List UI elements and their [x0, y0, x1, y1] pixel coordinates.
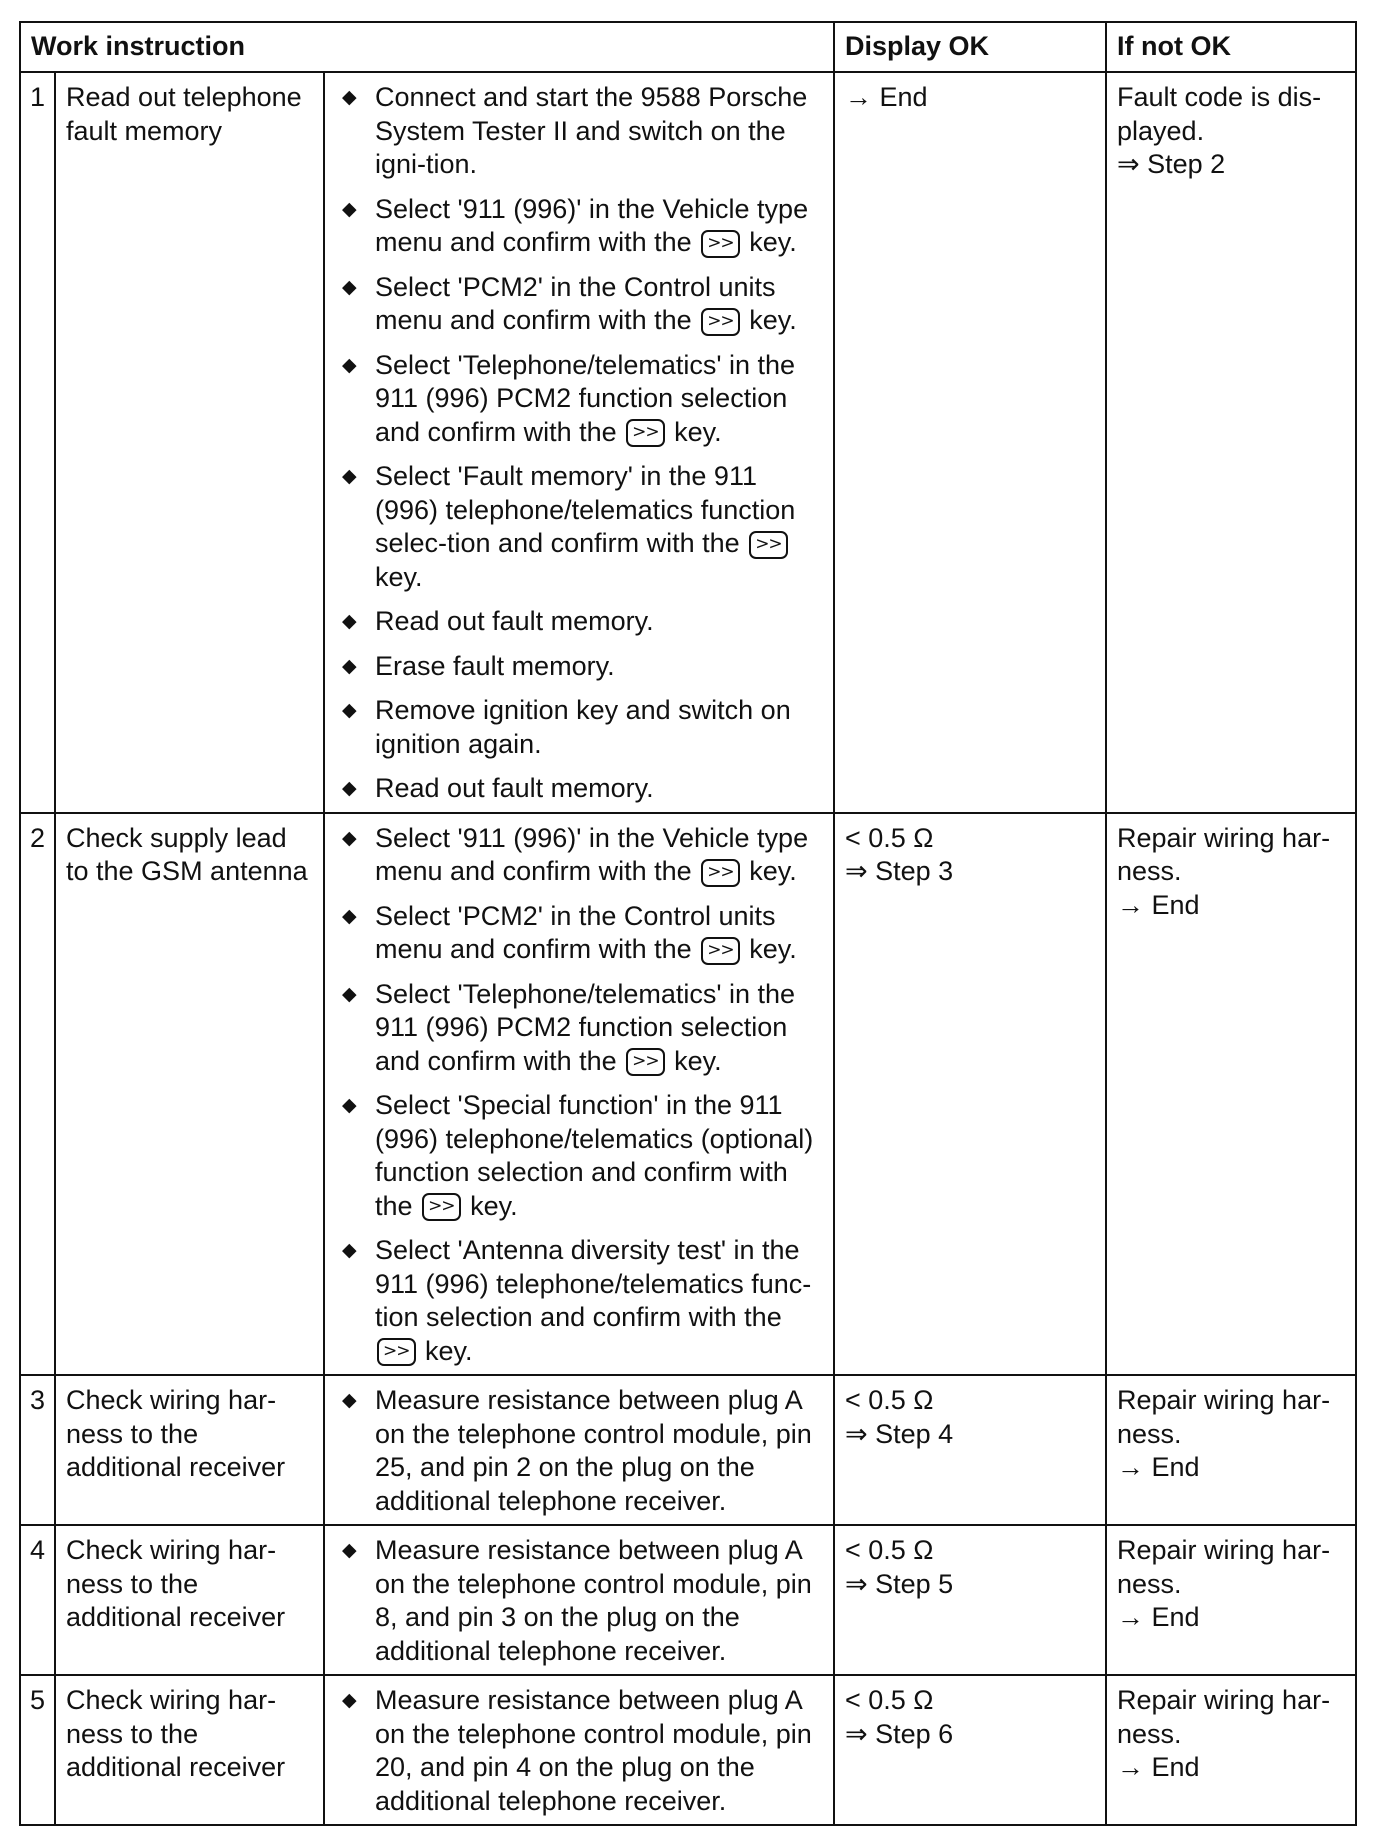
diamond-bullet-icon: ◆	[342, 827, 357, 849]
step-number: 5	[20, 1675, 55, 1825]
if-not-ok-line: Repair wiring har-ness.	[1117, 1385, 1331, 1449]
step-instructions	[324, 72, 834, 813]
diamond-bullet-icon: ◆	[342, 700, 357, 721]
step-instructions	[324, 813, 834, 1376]
forward-key-icon: >>	[701, 230, 740, 258]
diamond-bullet-icon: ◆	[342, 655, 357, 677]
instruction-suffix: key.	[470, 1190, 518, 1221]
table-row	[20, 1675, 1356, 1825]
table-row	[20, 72, 1356, 813]
instruction-item	[331, 349, 825, 450]
diamond-bullet-icon: ◆	[342, 1390, 357, 1411]
instruction-text: Select 'Telephone/telematics' in the 911 (996) PCM2 function selection and confirm with the	[375, 978, 796, 1076]
display-ok-cell	[834, 1375, 1106, 1525]
forward-key-icon: >>	[422, 1193, 461, 1221]
instruction-list	[331, 822, 825, 1369]
step-title: Check wiring har-ness to the additional receiver	[55, 1675, 324, 1825]
instruction-item	[331, 650, 825, 684]
instruction-suffix: key.	[749, 305, 797, 335]
instruction-item	[331, 81, 825, 182]
instruction-text: Select 'Special function' in the 911 (996) telephone/telematics (optional) function selection and confirm with the	[375, 1090, 814, 1221]
instruction-text: Select 'PCM2' in the Control units menu and confirm with the	[375, 271, 776, 335]
instruction-item	[331, 978, 825, 1079]
instruction-text: Measure resistance between plug A on the telephone control module, pin 25, and pin 2 on the plug on the additional telephone receiver.	[375, 1385, 812, 1516]
instruction-text: Remove ignition key and switch on ignition again.	[375, 695, 791, 759]
step-instructions	[324, 1675, 834, 1825]
instruction-item	[331, 1234, 825, 1368]
step-title: Read out telephone fault memory	[55, 72, 324, 813]
instruction-suffix: key.	[749, 227, 797, 257]
diamond-bullet-icon: ◆	[342, 1540, 357, 1561]
display-ok-cell	[834, 813, 1106, 1376]
if-not-ok-cell	[1106, 813, 1356, 1376]
diamond-bullet-icon: ◆	[342, 198, 357, 220]
forward-key-icon: >>	[701, 937, 740, 965]
if-not-ok-line: Repair wiring har-ness.	[1117, 822, 1331, 886]
work-instruction-table	[19, 21, 1357, 1826]
instruction-list	[331, 1684, 825, 1818]
step-title: Check wiring har-ness to the additional receiver	[55, 1525, 324, 1675]
if-not-ok-line: Repair wiring har-ness.	[1117, 1535, 1331, 1599]
step-number: 3	[20, 1375, 55, 1525]
display-ok-cell	[834, 1675, 1106, 1825]
diamond-bullet-icon: ◆	[342, 983, 357, 1005]
if-not-ok-line: → End	[1117, 889, 1200, 920]
diamond-bullet-icon: ◆	[342, 466, 357, 487]
instruction-text: Measure resistance between plug A on the telephone control module, pin 8, and pin 3 on the plug on the additional telephone receiver.	[375, 1535, 812, 1666]
instruction-item	[331, 193, 825, 260]
display-ok-line: → End	[845, 82, 928, 112]
instruction-text: Measure resistance between plug A on the telephone control module, pin 20, and pin 4 on the plug on the additional telephone receiver.	[375, 1685, 812, 1816]
forward-key-icon: >>	[626, 1048, 665, 1076]
if-not-ok-line: Repair wiring har-ness.	[1117, 1685, 1331, 1749]
instruction-text: Select 'Antenna diversity test' in the 911 (996) telephone/telematics func-tion selection and confirm with the	[375, 1235, 812, 1332]
step-number: 1	[20, 72, 55, 813]
instruction-item	[331, 271, 825, 338]
display-ok-line: < 0.5 Ω	[845, 1385, 934, 1415]
table-row	[20, 1375, 1356, 1525]
instruction-text: Select '911 (996)' in the Vehicle type menu and confirm with the	[375, 193, 809, 257]
if-not-ok-line: → End	[1117, 1752, 1200, 1782]
step-title: Check supply lead to the GSM antenna	[55, 813, 324, 1376]
instruction-suffix: key.	[749, 856, 797, 886]
display-ok-line: ⇒ Step 3	[845, 856, 954, 886]
diamond-bullet-icon: ◆	[342, 1240, 357, 1261]
header-work-instruction: Work instruction	[20, 22, 834, 72]
diamond-bullet-icon: ◆	[342, 611, 357, 632]
instruction-item	[331, 605, 825, 639]
header-if-not-ok: If not OK	[1106, 22, 1356, 72]
if-not-ok-line: → End	[1117, 1602, 1200, 1632]
instruction-item	[331, 1384, 825, 1518]
step-instructions	[324, 1375, 834, 1525]
instruction-item	[331, 900, 825, 967]
step-number: 2	[20, 813, 55, 1376]
instruction-item	[331, 772, 825, 806]
diamond-bullet-icon: ◆	[342, 87, 357, 108]
instruction-item	[331, 1684, 825, 1818]
if-not-ok-cell	[1106, 1675, 1356, 1825]
instruction-list	[331, 1384, 825, 1518]
if-not-ok-line: Fault code is dis-played.	[1117, 82, 1322, 146]
if-not-ok-line: ⇒ Step 2	[1117, 149, 1226, 179]
table-row	[20, 813, 1356, 1376]
instruction-list	[331, 81, 825, 806]
forward-key-icon: >>	[701, 859, 740, 887]
instruction-suffix: key.	[674, 416, 722, 447]
instruction-text: Select 'Telephone/telematics' in the 911 (996) PCM2 function selection and confirm with the	[375, 349, 796, 447]
instruction-suffix: key.	[375, 561, 423, 592]
diamond-bullet-icon: ◆	[342, 905, 357, 927]
instruction-text: Connect and start the 9588 Porsche System Tester II and switch on the igni-tion.	[375, 82, 808, 179]
instruction-suffix: key.	[749, 934, 797, 964]
instruction-text: Erase fault memory.	[375, 650, 615, 681]
if-not-ok-cell	[1106, 1525, 1356, 1675]
instruction-item	[331, 1089, 825, 1223]
instruction-suffix: key.	[425, 1335, 473, 1366]
instruction-item	[331, 460, 825, 594]
step-instructions	[324, 1525, 834, 1675]
display-ok-line: < 0.5 Ω	[845, 1685, 934, 1715]
instruction-item	[331, 822, 825, 889]
diamond-bullet-icon: ◆	[342, 1690, 357, 1711]
step-number: 4	[20, 1525, 55, 1675]
diamond-bullet-icon: ◆	[342, 778, 357, 799]
diamond-bullet-icon: ◆	[342, 354, 357, 376]
instruction-text: Read out fault memory.	[375, 773, 654, 803]
if-not-ok-line: → End	[1117, 1452, 1200, 1482]
step-title: Check wiring har-ness to the additional receiver	[55, 1375, 324, 1525]
diamond-bullet-icon: ◆	[342, 276, 357, 298]
diamond-bullet-icon: ◆	[342, 1095, 357, 1116]
display-ok-line: < 0.5 Ω	[845, 822, 934, 853]
display-ok-line: < 0.5 Ω	[845, 1535, 934, 1565]
forward-key-icon: >>	[377, 1338, 416, 1366]
display-ok-cell	[834, 72, 1106, 813]
if-not-ok-cell	[1106, 1375, 1356, 1525]
forward-key-icon: >>	[626, 419, 665, 447]
header-display-ok: Display OK	[834, 22, 1106, 72]
instruction-text: Read out fault memory.	[375, 606, 654, 636]
instruction-item	[331, 1534, 825, 1668]
forward-key-icon: >>	[701, 308, 740, 336]
forward-key-icon: >>	[749, 531, 788, 559]
instruction-item	[331, 694, 825, 761]
table-row	[20, 1525, 1356, 1675]
instruction-text: Select '911 (996)' in the Vehicle type menu and confirm with the	[375, 822, 809, 886]
header-row	[20, 22, 1356, 72]
instruction-list	[331, 1534, 825, 1668]
display-ok-line: ⇒ Step 5	[845, 1568, 954, 1599]
display-ok-line: ⇒ Step 4	[845, 1418, 954, 1449]
display-ok-cell	[834, 1525, 1106, 1675]
if-not-ok-cell	[1106, 72, 1356, 813]
instruction-text: Select 'PCM2' in the Control units menu and confirm with the	[375, 900, 776, 964]
instruction-suffix: key.	[674, 1045, 722, 1076]
instruction-text: Select 'Fault memory' in the 911 (996) telephone/telematics function selec-tion and confirm with the	[375, 461, 796, 558]
display-ok-line: ⇒ Step 6	[845, 1718, 954, 1749]
